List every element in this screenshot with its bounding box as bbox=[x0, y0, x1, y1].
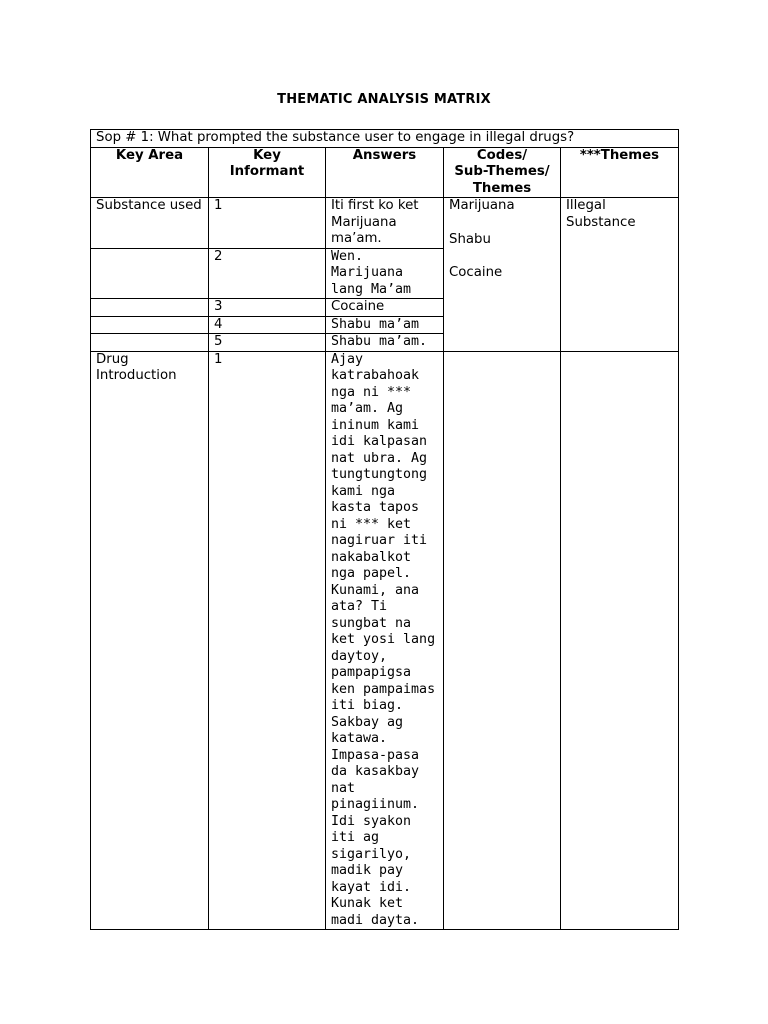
header-key-informant: Key Informant bbox=[209, 147, 326, 198]
theme-cell: Illegal Substance bbox=[561, 198, 679, 352]
table-row bbox=[91, 198, 679, 249]
header-answers: Answers bbox=[326, 147, 444, 198]
key-area-cell bbox=[91, 248, 209, 299]
informant-cell: 1 bbox=[209, 198, 326, 249]
informant-cell: 1 bbox=[209, 351, 326, 930]
thematic-analysis-table bbox=[90, 129, 679, 930]
answer-cell: Iti first ko ket Marijuana ma’am. bbox=[326, 198, 444, 249]
key-area-cell: Drug Introduction bbox=[91, 351, 209, 930]
sop-row bbox=[91, 130, 679, 148]
informant-cell: 5 bbox=[209, 334, 326, 352]
informant-cell: 2 bbox=[209, 248, 326, 299]
code-item: Cocaine bbox=[449, 265, 503, 280]
header-key-area: Key Area bbox=[91, 147, 209, 198]
key-area-cell bbox=[91, 316, 209, 334]
theme-cell bbox=[561, 351, 679, 930]
sop-question: Sop # 1: What prompted the substance user to engage in illegal drugs? bbox=[91, 130, 679, 148]
table-row bbox=[91, 351, 679, 930]
key-area-cell bbox=[91, 334, 209, 352]
header-codes-line1: Codes/ bbox=[476, 147, 528, 163]
header-row bbox=[91, 147, 679, 198]
header-codes bbox=[444, 147, 561, 198]
header-themes: ***Themes bbox=[561, 147, 679, 198]
header-codes-line3: Themes bbox=[472, 180, 532, 196]
key-area-cell bbox=[91, 299, 209, 317]
answer-cell: Shabu ma’am bbox=[326, 316, 444, 334]
codes-cell bbox=[444, 198, 561, 352]
answer-cell: Ajay katrabahoak nga ni *** ma’am. Ag ininum kami idi kalpasan nat ubra. Ag tungtungtong kami nga kasta tapos ni *** ket nagiruar iti nakabalkot nga papel. Kunami, ana ata? Ti sungbat na ket yosi lang daytoy, pampapigsa ken pampaimas iti biag. Sakbay ag katawa. Impasa-pasa da kasakbay nat pinagiinum. Idi syakon iti ag sigarilyo, madik pay kayat idi. Kunak ket madi dayta. bbox=[326, 351, 444, 930]
document-title: THEMATIC ANALYSIS MATRIX bbox=[277, 92, 491, 107]
header-codes-line2: Sub-Themes/ bbox=[454, 164, 550, 179]
answer-cell: Wen. Marijuana lang Ma’am bbox=[326, 248, 444, 299]
key-area-cell: Substance used bbox=[91, 198, 209, 249]
informant-cell: 4 bbox=[209, 316, 326, 334]
code-item: Marijuana bbox=[449, 198, 515, 213]
informant-cell: 3 bbox=[209, 299, 326, 317]
codes-cell bbox=[444, 351, 561, 930]
answer-cell: Shabu ma’am. bbox=[326, 334, 444, 352]
answer-cell: Cocaine bbox=[326, 299, 444, 317]
code-item: Shabu bbox=[449, 231, 491, 247]
